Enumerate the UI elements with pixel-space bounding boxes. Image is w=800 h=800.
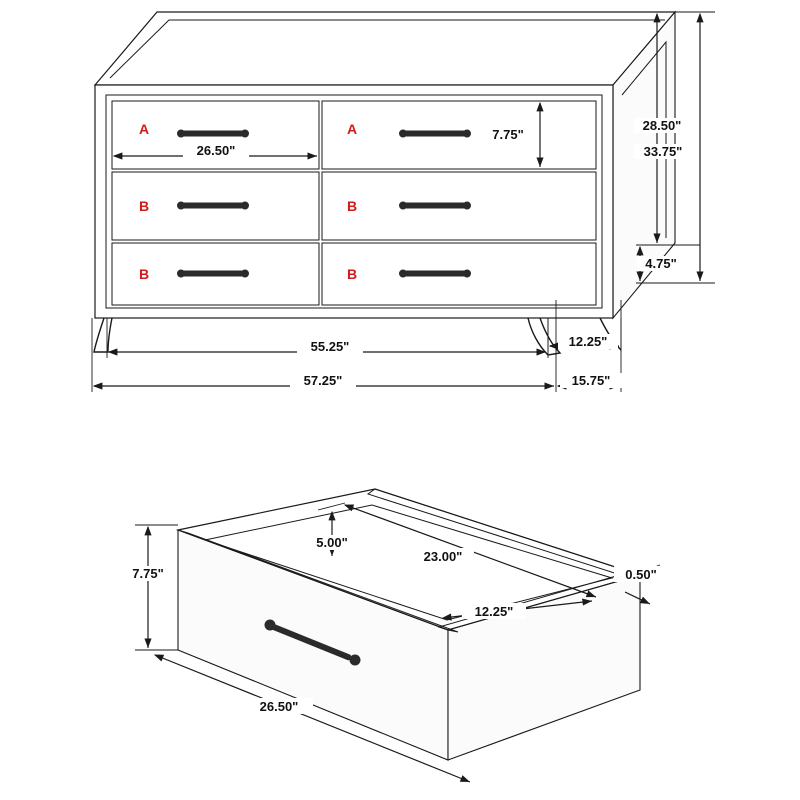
drawer-label-b-right-bottom: B bbox=[346, 266, 358, 282]
drawer-handle-b-left-bottom[interactable] bbox=[178, 270, 249, 277]
drawer-label-a-left: A bbox=[138, 121, 150, 137]
drawer-label-b-right-mid: B bbox=[346, 198, 358, 214]
drawer-handle-a-left[interactable] bbox=[178, 130, 249, 137]
dim-050: 0.50" bbox=[625, 567, 657, 582]
dresser-top-surface bbox=[95, 12, 675, 85]
dim-2650-drawer: 26.50" bbox=[259, 699, 299, 714]
dim-775-drawer: 7.75" bbox=[132, 566, 164, 581]
drawer-handle-b-right-bottom[interactable] bbox=[400, 270, 471, 277]
dresser-front-view bbox=[92, 12, 715, 392]
dim-1225-side: 12.25" bbox=[568, 334, 608, 349]
drawer-handle-b-right-mid[interactable] bbox=[400, 202, 471, 209]
dim-2300: 23.00" bbox=[423, 549, 463, 564]
drawer-detail-view bbox=[122, 489, 668, 782]
dim-500: 5.00" bbox=[316, 535, 348, 550]
dim-5525: 55.25" bbox=[310, 339, 350, 354]
dim-2850: 28.50" bbox=[642, 118, 682, 133]
dim-775-top: 7.75" bbox=[492, 127, 524, 142]
leg-front-right bbox=[528, 318, 560, 355]
dim-1225-drawer: 12.25" bbox=[474, 604, 514, 619]
dim-3375: 33.75" bbox=[643, 144, 683, 159]
dim-5725: 57.25" bbox=[303, 373, 343, 388]
dim-475: 4.75" bbox=[645, 256, 677, 271]
drawer-handle-a-right[interactable] bbox=[400, 130, 471, 137]
dim-2650-top: 26.50" bbox=[196, 143, 236, 158]
drawer-handle-b-left-mid[interactable] bbox=[178, 202, 249, 209]
drawer-label-b-left-mid: B bbox=[138, 198, 150, 214]
drawer-label-a-right: A bbox=[346, 121, 358, 137]
drawer-label-b-left-bottom: B bbox=[138, 266, 150, 282]
dim-1575: 15.75" bbox=[571, 373, 611, 388]
leg-front-left bbox=[94, 318, 112, 352]
